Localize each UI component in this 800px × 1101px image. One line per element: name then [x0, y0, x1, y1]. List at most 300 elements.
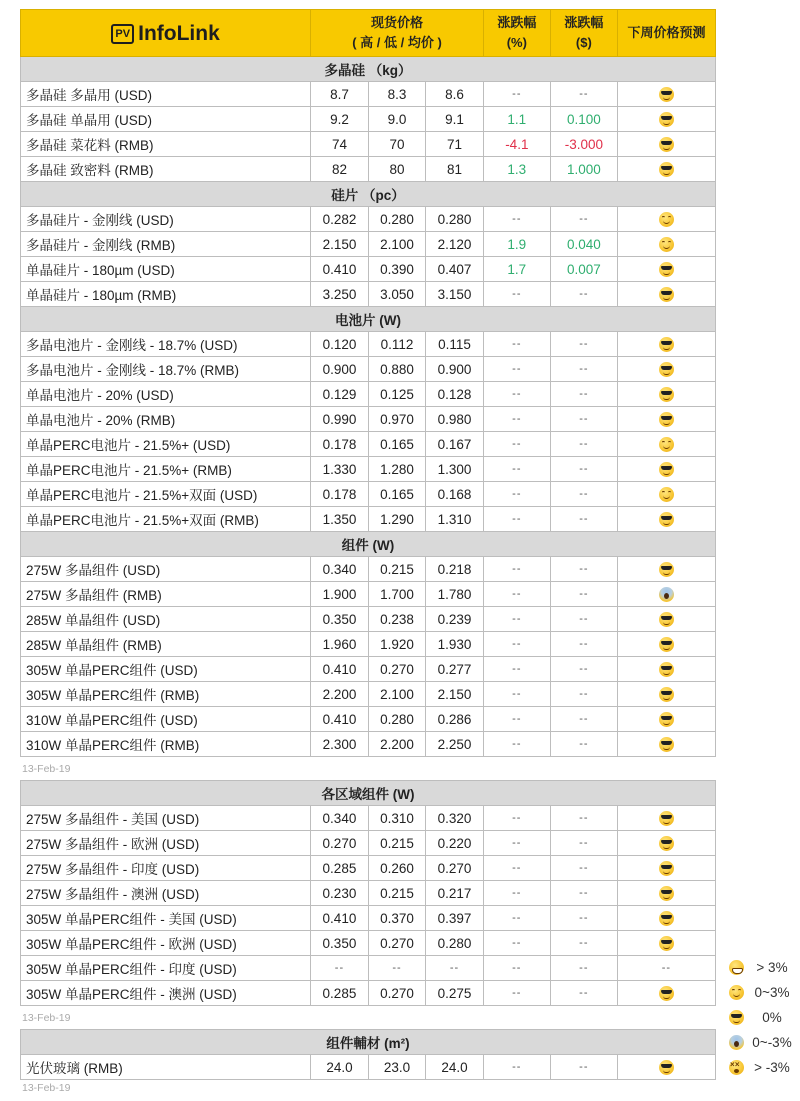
price-avg: 2.250 [426, 732, 484, 757]
table-row [21, 931, 716, 956]
change-usd: -- [550, 1055, 617, 1080]
forecast [617, 82, 715, 107]
section-title: 硅片 （pc） [21, 182, 716, 207]
price-high: 0.178 [311, 432, 369, 457]
change-pct: -- [483, 482, 550, 507]
row-label: 305W 单晶PERC组件 - 澳洲 (USD) [21, 981, 311, 1006]
section-header-row [21, 57, 716, 82]
change-pct: -- [483, 207, 550, 232]
sunglasses-emoji-icon [659, 87, 674, 102]
sunglasses-emoji-icon [659, 662, 674, 677]
col-header-change-usd [550, 10, 617, 57]
price-low: 1.700 [368, 582, 426, 607]
table-row [21, 632, 716, 657]
change-usd: -- [550, 357, 617, 382]
change-usd: -- [550, 707, 617, 732]
row-label: 285W 单晶组件 (RMB) [21, 632, 311, 657]
forecast [617, 831, 715, 856]
price-low: 0.165 [368, 482, 426, 507]
price-low: 0.125 [368, 382, 426, 407]
col-header-change-pct-line1: 涨跌幅 [497, 15, 537, 30]
col-header-spot-price [311, 10, 484, 57]
price-low: 0.260 [368, 856, 426, 881]
sunglasses-emoji-icon [659, 512, 674, 527]
row-label: 单晶PERC电池片 - 21.5%+ (RMB) [21, 457, 311, 482]
table-row [21, 682, 716, 707]
price-avg: 8.6 [426, 82, 484, 107]
legend-item [722, 1055, 800, 1080]
sunglasses-emoji-icon [659, 462, 674, 477]
price-high: 0.350 [311, 607, 369, 632]
price-low: 0.270 [368, 931, 426, 956]
change-usd: -- [550, 457, 617, 482]
price-avg: 0.217 [426, 881, 484, 906]
forecast [617, 257, 715, 282]
smile-emoji-icon [659, 237, 674, 252]
forecast [617, 657, 715, 682]
sunglasses-emoji-icon [659, 986, 674, 1001]
price-high: 8.7 [311, 82, 369, 107]
section-module [21, 532, 716, 757]
price-low: 0.270 [368, 657, 426, 682]
change-usd: -- [550, 557, 617, 582]
row-label: 单晶电池片 - 20% (RMB) [21, 407, 311, 432]
forecast [617, 282, 715, 307]
price-high: 1.350 [311, 507, 369, 532]
price-low: 2.200 [368, 732, 426, 757]
row-label: 275W 多晶组件 (RMB) [21, 582, 311, 607]
sunglasses-emoji-icon [659, 612, 674, 627]
sunglasses-emoji-icon [659, 886, 674, 901]
price-avg: 24.0 [426, 1055, 484, 1080]
table-row [21, 432, 716, 457]
price-avg: 0.280 [426, 207, 484, 232]
table-row [21, 831, 716, 856]
legend-text: 0~3% [754, 985, 790, 1000]
forecast [617, 732, 715, 757]
row-label: 305W 单晶PERC组件 (RMB) [21, 682, 311, 707]
price-low: 0.280 [368, 207, 426, 232]
row-label: 单晶PERC电池片 - 21.5%+ (USD) [21, 432, 311, 457]
smile-emoji-icon [659, 487, 674, 502]
table-row [21, 407, 716, 432]
row-label: 单晶硅片 - 180µm (RMB) [21, 282, 311, 307]
smile-emoji-icon [659, 437, 674, 452]
change-pct: -- [483, 906, 550, 931]
scream-emoji-icon [659, 587, 674, 602]
legend-text: 0% [762, 1010, 782, 1025]
row-label: 275W 多晶组件 (USD) [21, 557, 311, 582]
row-label: 单晶电池片 - 20% (USD) [21, 382, 311, 407]
forecast [617, 482, 715, 507]
price-low: 0.215 [368, 831, 426, 856]
change-usd: -- [550, 482, 617, 507]
table-row [21, 707, 716, 732]
change-pct: -- [483, 282, 550, 307]
row-label: 单晶PERC电池片 - 21.5%+双面 (USD) [21, 482, 311, 507]
table-row [21, 607, 716, 632]
price-high: 0.230 [311, 881, 369, 906]
table-row [21, 881, 716, 906]
change-pct: -- [483, 831, 550, 856]
section-header-row [21, 781, 716, 806]
row-label: 多晶硅 致密料 (RMB) [21, 157, 311, 182]
change-pct: 1.1 [483, 107, 550, 132]
price-high: 0.350 [311, 931, 369, 956]
col-header-change-pct-line2: (%) [506, 35, 527, 50]
change-pct: -4.1 [483, 132, 550, 157]
price-high: 1.900 [311, 582, 369, 607]
price-low: 0.270 [368, 981, 426, 1006]
price-high: 2.150 [311, 232, 369, 257]
forecast-legend [722, 955, 800, 1080]
change-pct: -- [483, 707, 550, 732]
change-pct: -- [483, 657, 550, 682]
sunglasses-emoji-icon [659, 1060, 674, 1075]
price-high: 0.340 [311, 557, 369, 582]
logo-cell [21, 10, 311, 57]
sunglasses-emoji-icon [659, 936, 674, 951]
grin-emoji-icon [729, 960, 744, 975]
change-pct: -- [483, 582, 550, 607]
change-pct: 1.9 [483, 232, 550, 257]
legend-item [722, 1030, 800, 1055]
row-label: 275W 多晶组件 - 印度 (USD) [21, 856, 311, 881]
sunglasses-emoji-icon [729, 1010, 744, 1025]
table-row [21, 257, 716, 282]
price-avg: 0.218 [426, 557, 484, 582]
change-usd: -- [550, 207, 617, 232]
forecast [617, 382, 715, 407]
row-label: 275W 多晶组件 - 澳洲 (USD) [21, 881, 311, 906]
price-low: 0.112 [368, 332, 426, 357]
row-label: 275W 多晶组件 - 欧洲 (USD) [21, 831, 311, 856]
change-pct: -- [483, 931, 550, 956]
forecast [617, 157, 715, 182]
dizzy-emoji-icon [729, 1060, 744, 1075]
change-pct: -- [483, 956, 550, 981]
price-avg: 1.780 [426, 582, 484, 607]
price-low: 70 [368, 132, 426, 157]
table-row [21, 557, 716, 582]
price-high: 0.285 [311, 856, 369, 881]
price-high: 24.0 [311, 1055, 369, 1080]
forecast [617, 707, 715, 732]
change-pct: -- [483, 332, 550, 357]
row-label: 多晶硅片 - 金刚线 (RMB) [21, 232, 311, 257]
col-header-change-usd-line2: ($) [575, 35, 592, 50]
sunglasses-emoji-icon [659, 687, 674, 702]
table-row [21, 382, 716, 407]
section-title: 组件 (W) [21, 532, 716, 557]
section-regional [21, 781, 716, 1006]
table-row [21, 507, 716, 532]
change-usd: -- [550, 632, 617, 657]
price-avg: 0.167 [426, 432, 484, 457]
section-header-row [21, 1030, 716, 1055]
forecast [617, 1055, 715, 1080]
forecast [617, 507, 715, 532]
row-label: 310W 单晶PERC组件 (USD) [21, 707, 311, 732]
price-high: 0.178 [311, 482, 369, 507]
table-row [21, 657, 716, 682]
change-usd: -- [550, 856, 617, 881]
price-avg: 2.120 [426, 232, 484, 257]
table-row [21, 107, 716, 132]
change-usd: -- [550, 82, 617, 107]
price-low: 1.280 [368, 457, 426, 482]
legend-text: > 3% [756, 960, 788, 975]
sunglasses-emoji-icon [659, 287, 674, 302]
col-header-change-pct [483, 10, 550, 57]
change-usd: -- [550, 956, 617, 981]
price-high: 3.250 [311, 282, 369, 307]
price-low: 1.920 [368, 632, 426, 657]
price-low: 2.100 [368, 232, 426, 257]
sunglasses-emoji-icon [659, 337, 674, 352]
price-high: 0.410 [311, 906, 369, 931]
price-high: -- [311, 956, 369, 981]
change-usd: -- [550, 332, 617, 357]
price-avg: 0.275 [426, 981, 484, 1006]
row-label: 多晶硅 菜花料 (RMB) [21, 132, 311, 157]
row-label: 310W 单晶PERC组件 (RMB) [21, 732, 311, 757]
change-usd: -3.000 [550, 132, 617, 157]
change-usd: 0.040 [550, 232, 617, 257]
change-usd: -- [550, 881, 617, 906]
pv-logo-icon: PV [111, 24, 134, 44]
price-low: 8.3 [368, 82, 426, 107]
legend-item [722, 980, 800, 1005]
change-usd: -- [550, 432, 617, 457]
table-row [21, 157, 716, 182]
legend-item [722, 1005, 800, 1030]
price-high: 2.200 [311, 682, 369, 707]
change-usd: -- [550, 607, 617, 632]
change-pct: -- [483, 1055, 550, 1080]
price-low: 0.215 [368, 557, 426, 582]
forecast [617, 457, 715, 482]
date-label-1: 13-Feb-19 [22, 763, 71, 775]
price-low: 1.290 [368, 507, 426, 532]
price-avg: -- [426, 956, 484, 981]
sunglasses-emoji-icon [659, 387, 674, 402]
legend-text: > -3% [754, 1060, 790, 1075]
price-avg: 81 [426, 157, 484, 182]
section-header-row [21, 307, 716, 332]
price-low: -- [368, 956, 426, 981]
table-row [21, 282, 716, 307]
col-header-spot-price-line1: 现货价格 [370, 15, 423, 30]
table-row [21, 732, 716, 757]
price-table-main [20, 9, 716, 757]
sunglasses-emoji-icon [659, 137, 674, 152]
change-pct: -- [483, 557, 550, 582]
forecast [617, 332, 715, 357]
sunglasses-emoji-icon [659, 737, 674, 752]
price-high: 9.2 [311, 107, 369, 132]
section-wafer [21, 182, 716, 307]
price-low: 0.280 [368, 707, 426, 732]
price-avg: 1.930 [426, 632, 484, 657]
forecast [617, 806, 715, 831]
forecast [617, 881, 715, 906]
sunglasses-emoji-icon [659, 262, 674, 277]
sunglasses-emoji-icon [659, 637, 674, 652]
smile-emoji-icon [659, 212, 674, 227]
price-avg: 0.397 [426, 906, 484, 931]
section-title: 各区域组件 (W) [21, 781, 716, 806]
col-header-spot-price-line2: ( 高 / 低 / 均价 ) [352, 35, 442, 50]
infolink-logo [111, 21, 220, 45]
legend-item [722, 955, 800, 980]
price-low: 9.0 [368, 107, 426, 132]
forecast [617, 682, 715, 707]
price-avg: 3.150 [426, 282, 484, 307]
table-row [21, 856, 716, 881]
row-label: 275W 多晶组件 - 美国 (USD) [21, 806, 311, 831]
row-label: 单晶硅片 - 180µm (USD) [21, 257, 311, 282]
table-row [21, 906, 716, 931]
sunglasses-emoji-icon [659, 811, 674, 826]
price-avg: 0.239 [426, 607, 484, 632]
forecast [617, 132, 715, 157]
forecast: -- [617, 956, 715, 981]
change-usd: -- [550, 906, 617, 931]
change-usd: -- [550, 732, 617, 757]
price-avg: 0.286 [426, 707, 484, 732]
sunglasses-emoji-icon [659, 412, 674, 427]
price-high: 0.410 [311, 257, 369, 282]
change-usd: 0.100 [550, 107, 617, 132]
change-usd: -- [550, 806, 617, 831]
forecast [617, 232, 715, 257]
sunglasses-emoji-icon [659, 861, 674, 876]
change-usd: 1.000 [550, 157, 617, 182]
section-title: 电池片 (W) [21, 307, 716, 332]
price-high: 0.340 [311, 806, 369, 831]
table-row [21, 82, 716, 107]
forecast [617, 582, 715, 607]
forecast [617, 407, 715, 432]
change-pct: 1.3 [483, 157, 550, 182]
forecast [617, 207, 715, 232]
price-low: 23.0 [368, 1055, 426, 1080]
row-label: 光伏玻璃 (RMB) [21, 1055, 311, 1080]
table-row [21, 457, 716, 482]
change-pct: -- [483, 82, 550, 107]
table-header [21, 10, 716, 57]
change-usd: 0.007 [550, 257, 617, 282]
change-pct: -- [483, 607, 550, 632]
table-row [21, 582, 716, 607]
change-pct: 1.7 [483, 257, 550, 282]
forecast [617, 432, 715, 457]
price-high: 1.330 [311, 457, 369, 482]
price-high: 0.129 [311, 382, 369, 407]
table-row [21, 482, 716, 507]
row-label: 多晶硅片 - 金刚线 (USD) [21, 207, 311, 232]
price-high: 0.285 [311, 981, 369, 1006]
price-low: 0.370 [368, 906, 426, 931]
table-row [21, 332, 716, 357]
price-high: 0.120 [311, 332, 369, 357]
price-avg: 0.900 [426, 357, 484, 382]
price-avg: 1.310 [426, 507, 484, 532]
scream-emoji-icon [729, 1035, 744, 1050]
price-avg: 1.300 [426, 457, 484, 482]
price-low: 3.050 [368, 282, 426, 307]
sunglasses-emoji-icon [659, 836, 674, 851]
row-label: 多晶硅 多晶用 (USD) [21, 82, 311, 107]
change-pct: -- [483, 981, 550, 1006]
section-polysilicon [21, 57, 716, 182]
table-row [21, 207, 716, 232]
change-usd: -- [550, 657, 617, 682]
price-low: 0.390 [368, 257, 426, 282]
legend-text: 0~-3% [752, 1035, 792, 1050]
price-low: 2.100 [368, 682, 426, 707]
price-low: 0.880 [368, 357, 426, 382]
change-pct: -- [483, 432, 550, 457]
forecast [617, 931, 715, 956]
price-high: 74 [311, 132, 369, 157]
price-avg: 0.320 [426, 806, 484, 831]
price-low: 0.970 [368, 407, 426, 432]
price-low: 80 [368, 157, 426, 182]
sunglasses-emoji-icon [659, 362, 674, 377]
price-high: 1.960 [311, 632, 369, 657]
price-avg: 0.270 [426, 856, 484, 881]
price-avg: 2.150 [426, 682, 484, 707]
change-pct: -- [483, 682, 550, 707]
date-label-3: 13-Feb-19 [22, 1082, 71, 1094]
change-pct: -- [483, 357, 550, 382]
section-header-row [21, 182, 716, 207]
forecast [617, 607, 715, 632]
price-low: 0.165 [368, 432, 426, 457]
section-header-row [21, 532, 716, 557]
change-pct: -- [483, 881, 550, 906]
row-label: 单晶PERC电池片 - 21.5%+双面 (RMB) [21, 507, 311, 532]
price-avg: 0.128 [426, 382, 484, 407]
change-pct: -- [483, 632, 550, 657]
price-high: 2.300 [311, 732, 369, 757]
price-high: 82 [311, 157, 369, 182]
table-row [21, 956, 716, 981]
price-high: 0.410 [311, 707, 369, 732]
row-label: 305W 单晶PERC组件 - 印度 (USD) [21, 956, 311, 981]
forecast [617, 357, 715, 382]
col-header-forecast: 下周价格预测 [617, 10, 715, 57]
price-avg: 0.115 [426, 332, 484, 357]
forecast [617, 632, 715, 657]
change-usd: -- [550, 507, 617, 532]
col-header-change-usd-line1: 涨跌幅 [564, 15, 604, 30]
table-row [21, 232, 716, 257]
logo-text: InfoLink [138, 21, 220, 45]
price-avg: 0.280 [426, 931, 484, 956]
price-low: 0.215 [368, 881, 426, 906]
table-row [21, 357, 716, 382]
price-avg: 71 [426, 132, 484, 157]
row-label: 多晶电池片 - 金刚线 - 18.7% (USD) [21, 332, 311, 357]
row-label: 305W 单晶PERC组件 - 美国 (USD) [21, 906, 311, 931]
sunglasses-emoji-icon [659, 162, 674, 177]
row-label: 多晶电池片 - 金刚线 - 18.7% (RMB) [21, 357, 311, 382]
row-label: 285W 单晶组件 (USD) [21, 607, 311, 632]
table-row [21, 806, 716, 831]
